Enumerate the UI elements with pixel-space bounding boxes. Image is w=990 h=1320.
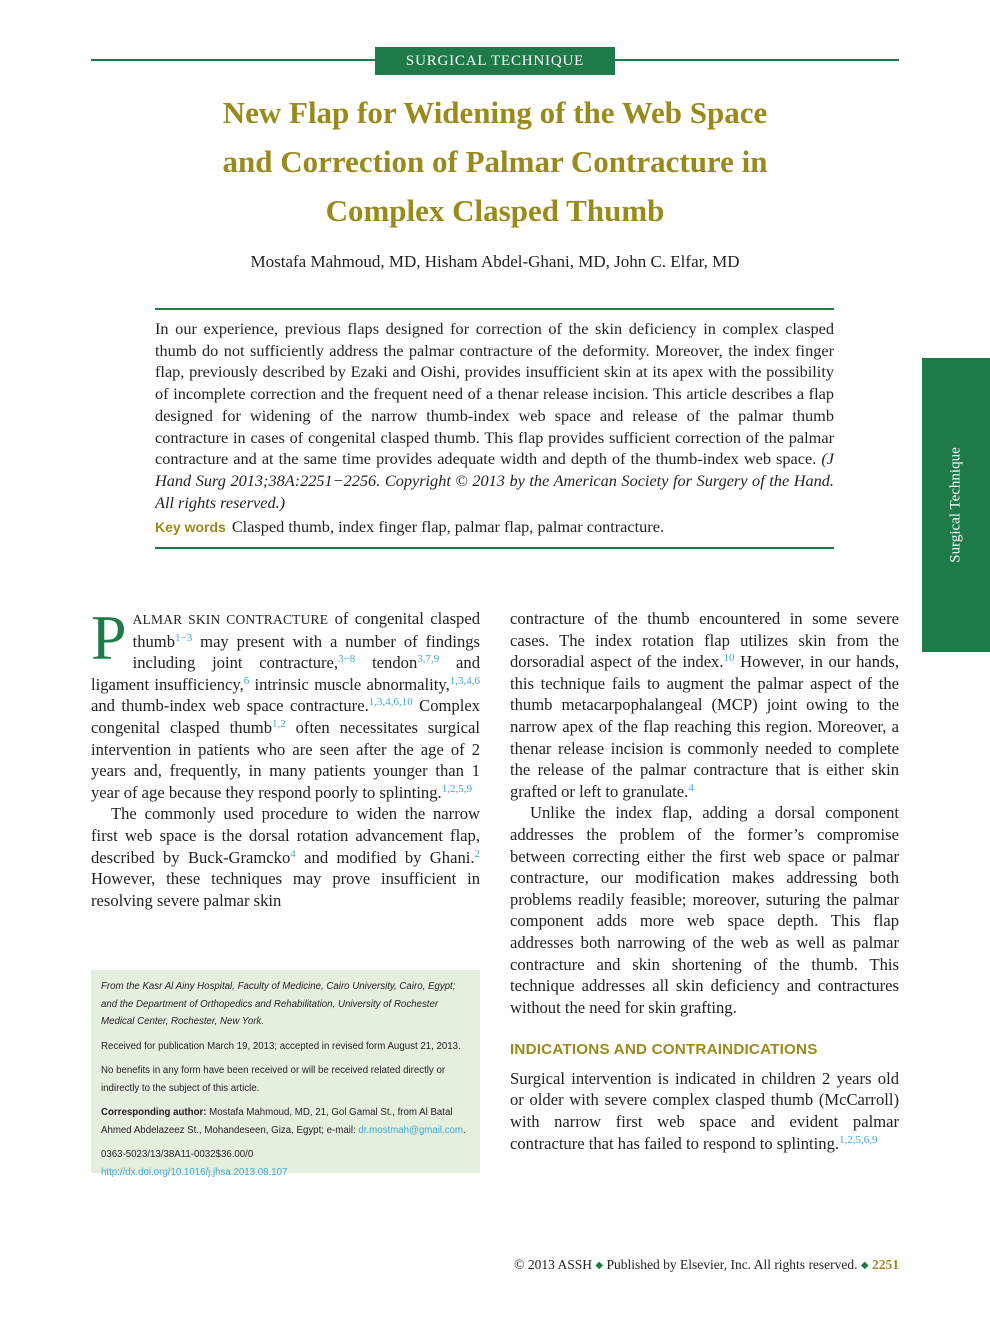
body-column-left <box>91 602 481 911</box>
corresponding-author-text: Mostafa Mahmoud, MD, 21, Gol Gamal St., from Al Batal Ahmed Abdelazeez St., Mohandeseen, Giza, Egypt; e-mail: <box>101 1107 453 1136</box>
affiliation: From the Kasr Al Ainy Hospital, Faculty of Medicine, Cairo University, Cairo, Egypt; and the Department of Orthopedics and Rehabilitation, University of Rochester Medical Center, Rochester, New York. <box>101 981 456 1027</box>
received-dates: Received for publication March 19, 2013; accepted in revised form August 21, 2013. <box>101 1040 461 1052</box>
text-run: and ligament insufficiency, <box>91 653 481 694</box>
drop-cap: P <box>91 602 127 673</box>
page-number: 2251 <box>872 1257 899 1272</box>
abstract-top-rule <box>155 308 834 310</box>
publisher: Published by Elsevier, Inc. All rights reserved. <box>606 1257 858 1272</box>
text-run: tendon <box>355 653 418 673</box>
article-info-box <box>91 970 480 1178</box>
side-section-label: Surgical Technique <box>947 447 964 563</box>
doi-link[interactable]: http://dx.doi.org/10.1016/j.jhsa.2013.08.107 <box>101 1166 288 1178</box>
reference-link[interactable]: 4 <box>688 781 694 794</box>
reference-link[interactable]: 1,3,4,6 <box>449 674 480 687</box>
paragraph: Unlike the index flap, adding a dorsal component addresses the problem of the former’s compromise between correcting either the first web space or palmar contracture, our modification makes addressing both problems readily feasible; moreover, suturing the palmar component adds more web space depth. This flap addresses both narrowing of the web as well as palmar contracture and skin shortening of the thumb. This technique addresses all skin deficiency and contractures without the need for skin grafting. <box>510 803 899 1017</box>
body-column-right <box>510 608 899 1154</box>
reference-link[interactable]: 1,2,5,6,9 <box>839 1133 878 1146</box>
text-run: often necessitates surgical intervention in patients who are seen after the age of 2 years and, frequently, in many patients younger than 1 year of age because they respond poorly to splinting. <box>91 717 480 802</box>
text-run: . <box>463 1124 466 1136</box>
abstract-bottom-rule <box>155 547 834 549</box>
reference-link[interactable]: 4 <box>290 847 296 860</box>
copyright: © 2013 ASSH <box>514 1257 593 1272</box>
text-run: intrinsic muscle abnormality, <box>249 674 450 694</box>
email-link[interactable]: dr.mostmah@gmail.com <box>358 1124 463 1136</box>
reference-link[interactable]: 1,2,5,9 <box>441 782 472 795</box>
section-label: SURGICAL TECHNIQUE <box>375 47 615 75</box>
reference-link[interactable]: 3−8 <box>338 653 356 666</box>
paragraph <box>91 803 480 911</box>
side-section-tab <box>922 358 990 652</box>
reference-link[interactable]: 3,7,9 <box>417 653 440 666</box>
title-line: Complex Clasped Thumb <box>325 193 665 228</box>
separator-diamond-icon: ◆ <box>860 1260 869 1271</box>
corresponding-author-label: Corresponding author: <box>101 1107 207 1118</box>
text-run: However, these techniques may prove insufficient in resolving severe palmar skin <box>91 869 480 910</box>
keywords-label: Key words <box>155 519 226 535</box>
reference-link[interactable]: 6 <box>243 674 250 687</box>
text-run: may present with a number of findings including joint contracture, <box>132 631 480 673</box>
paragraph <box>510 1068 899 1154</box>
paragraph <box>510 608 899 802</box>
abstract-text: In our experience, previous flaps designed for correction of the skin deficiency in complex clasped thumb do not sufficiently address the palmar contracture of the deformity. Moreover, the index finger flap, previously described by Ezaki and Oishi, provides insufficient skin at its apex with the possibility of incomplete correction and the frequent need of a thenar release incision. This article describes a flap designed for widening of the narrow thumb-index web space and release of the palmar thumb contracture in cases of congenital clasped thumb. This flap provides sufficient correction of the palmar contracture and at the same time provides adequate width and depth of the thumb-index web space. <box>155 319 834 469</box>
issn: 0363-5023/13/38A11-0032$36.00/0 <box>101 1149 254 1160</box>
text-run: Complex congenital clasped thumb <box>91 696 480 737</box>
keywords-text: Clasped thumb, index finger flap, palmar flap, palmar contracture. <box>231 517 665 536</box>
paragraph <box>91 602 481 803</box>
reference-link[interactable]: 1,2 <box>272 717 286 730</box>
title-line: New Flap for Widening of the Web Space <box>222 95 768 130</box>
abstract <box>155 318 834 513</box>
reference-link[interactable]: 2 <box>474 847 481 860</box>
text-run: of congenital clasped thumb <box>132 609 480 651</box>
text-run: Surgical intervention is indicated in children 2 years old or older with severe complex clasped thumb (McCarroll) with narrow first web space and evident palmar contracture that has failed to respond to splinting. <box>510 1068 899 1153</box>
benefits-statement: No benefits in any form have been received or will be received related directly or indirectly to the subject of this article. <box>101 1065 446 1094</box>
text-run: and thumb-index web space contracture. <box>91 696 369 716</box>
author-list: Mostafa Mahmoud, MD, Hisham Abdel-Ghani, MD, John C. Elfar, MD <box>250 252 740 271</box>
lead-in: ALMAR SKIN CONTRACTURE <box>132 612 329 627</box>
text-run: However, in our hands, this technique fails to augment the palmar aspect of the thumb metacarpophalangeal (MCP) joint owing to the narrow apex of the flap reaching this region. Moreover, a thenar release incision is commonly needed to complete the release of the palmar contracture that is either skin grafted or left to granulate. <box>510 652 899 801</box>
title-line: and Correction of Palmar Contracture in <box>222 144 768 179</box>
section-heading: INDICATIONS AND CONTRAINDICATIONS <box>510 1041 818 1059</box>
reference-link[interactable]: 10 <box>723 652 735 665</box>
text-run: contracture of the thumb encountered in some severe cases. The index rotation flap utilizes skin from the dorsoradial aspect of the index. <box>510 609 899 672</box>
corresponding-author <box>101 1104 470 1139</box>
reference-link[interactable]: 1−3 <box>175 631 193 644</box>
page-footer <box>400 1257 899 1273</box>
abstract-citation: (J Hand Surg 2013;38A:2251−2256. Copyright © 2013 by the American Society for Surgery of the Hand. All rights reserved.) <box>155 449 834 512</box>
reference-link[interactable]: 1,3,4,6,10 <box>368 696 413 709</box>
article-title <box>120 88 870 235</box>
keywords <box>155 516 834 538</box>
text-run: and modified by Ghani. <box>295 847 475 867</box>
separator-diamond-icon: ◆ <box>595 1260 604 1271</box>
text-run: The commonly used procedure to widen the narrow first web space is the dorsal rotation advancement flap, described by Buck-Gramcko <box>91 804 480 867</box>
